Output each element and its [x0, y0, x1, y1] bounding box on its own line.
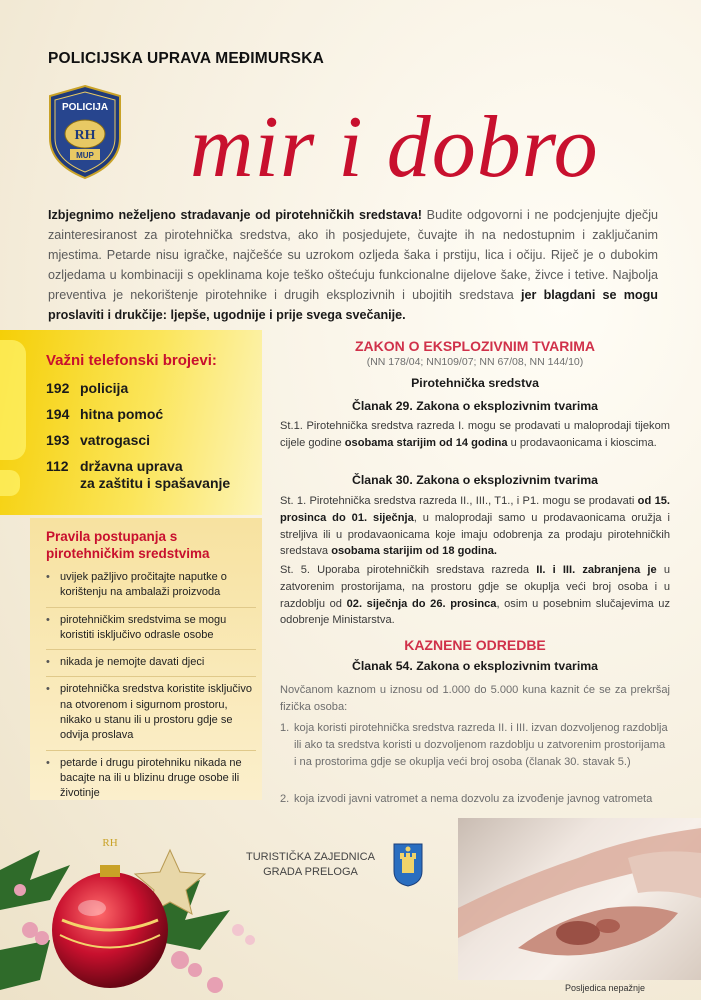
law-references: (NN 178/04; NN109/07; NN 67/08, NN 144/10): [366, 356, 584, 368]
photo-caption: Posljedica nepažnje: [565, 983, 646, 993]
article-29-text: St.1. Pirotehnička sredstva razreda I. mogu se prodavati u maloprodaji tijekom cijele godine osobama starijim od 14 godina u prodavaonicama i kioscima.: [280, 420, 670, 449]
fine-text: Novčanom kaznom u iznosu od 1.000 do 5.000 kuna kaznit će se za prekršaj fizička osoba:: [280, 684, 670, 713]
tourist-board-text: TURISTIČKA ZAJEDNICA GRADA PRELOGA: [246, 851, 375, 878]
badge-text-top: POLICIJA: [61, 102, 109, 113]
exclamation-icon: [0, 340, 26, 460]
ornament-label: RH: [102, 837, 118, 849]
police-badge-logo: [46, 84, 124, 180]
article-30-title: Članak 30. Zakona o eksplozivnim tvarima: [351, 473, 599, 487]
article-30-st1: St. 1. Pirotehnička sredstva razreda II., III., T1., i P1. mogu se prodavati od 15. prosinca do 01. siječnja, u maloprodaji samo u prodavaonicama oružja i streljiva ili u prodavaonicama koje imaju odobrenja za prodaju pirotehničkih sredstava osobama starijim od 18 godina.: [280, 495, 670, 558]
rule-item: • pirotehničkim sredstvima se mogu koristiti isključivo odrasle osobe: [46, 613, 256, 651]
phone-row: 194 hitna pomoć: [46, 406, 164, 422]
phone-row: 192 policija: [46, 380, 129, 396]
rule-item: • uvijek pažljivo pročitajte naputke o korištenju na ambalaži proizvoda: [46, 570, 256, 608]
penalties-heading: KAZNENE ODREDBE: [404, 637, 546, 653]
phone-row-continuation: za zaštitu i spašavanje: [80, 475, 231, 491]
injured-hand-photo: [458, 818, 701, 980]
agency-name: POLICIJSKA UPRAVA MEĐIMURSKA: [48, 50, 325, 67]
exclamation-dot-icon: [0, 470, 20, 496]
article-30-st5: St. 5. Uporaba pirotehničkih sredstava razreda II. i III. zabranjena je u zatvorenim prostorijama, na prostoru gdje se okuplja veći broj osoba i u razdoblju od 02. siječnja do 26. prosinca, osim u posebnim slučajevima uz odobrenje Ministarstva.: [280, 564, 671, 627]
rule-item: • petarde i drugu pirotehniku nikada ne bacajte na ili u blizinu druge osobe ili životinje: [46, 756, 256, 808]
penalty-item: 2. koja izvodi javni vatromet a nema dozvolu za izvođenje javnog vatrometa: [280, 793, 653, 805]
penalty-item: 1. koja koristi pirotehnička sredstva razreda II. i III. izvan dozvoljenog razdoblja ili ako ta sredstva koristi u dozvoljenom razdoblju u zatvorenim prostorijama i na prostorima gdje se okuplja veći broj osoba (članak 30. stavak 5.): [280, 722, 668, 768]
intro-paragraph: [48, 205, 658, 325]
christmas-ornament-illustration: [0, 810, 270, 1000]
article-29-title: Članak 29. Zakona o eksplozivnim tvarima: [351, 399, 599, 413]
law-subheading: Pirotehnička sredstva: [411, 376, 539, 390]
article-54-title: Članak 54. Zakona o eksplozivnim tvarima: [351, 659, 599, 673]
phones-title: Važni telefonski brojevi:: [46, 352, 217, 369]
rule-item: • pirotehnička sredstva koristite isključivo na otvorenom i sigurnom prostoru, nikako u stanu ili u prostoru gdje se odvija proslava: [46, 682, 256, 750]
rule-item: • nikada je nemojte davati djeci: [46, 655, 256, 677]
intro-lead: Izbjegnimo neželjeno stradavanje od pirotehničkih sredstava!: [48, 208, 422, 222]
law-heading: ZAKON O EKSPLOZIVNIM TVARIMA: [354, 338, 596, 354]
badge-text-bottom: MUP: [76, 151, 94, 160]
rules-title: Pravila postupanja s pirotehničkim sredstvima: [46, 529, 210, 561]
rules-list: [46, 570, 256, 813]
phone-row: 112 državna uprava: [46, 458, 183, 474]
phone-row: 193 vatrogasci: [46, 432, 151, 448]
page-title: mir i dobro: [190, 99, 599, 196]
intro-bold-end: jer blagdani se mogu proslaviti i drukčije: ljepše, ugodnije i prije svega svečanije.: [48, 288, 658, 322]
town-crest-icon: [393, 843, 423, 887]
badge-text-mid: RH: [74, 128, 96, 143]
intro-body: Budite odgovorni i ne podcjenjujte dječju zainteresiranost za pirotehnička sredstva, ako ih posjedujete, čuvajte ih na nedostupnim i zaključanim mjestima. Petarde nisu igračke, najčešće su uzrokom ozljeda šaka i prstiju, lica i očiju. Riječ je o dubokim ozljedama u kombinaciji s opeklinama koje teško oštećuju funkcionalne dijelove šake, živce i tetive. Najbolja preventiva je nekorištenje pirotehnike i drugih eksplozivnih i ubojitih sredstava: [48, 208, 659, 302]
